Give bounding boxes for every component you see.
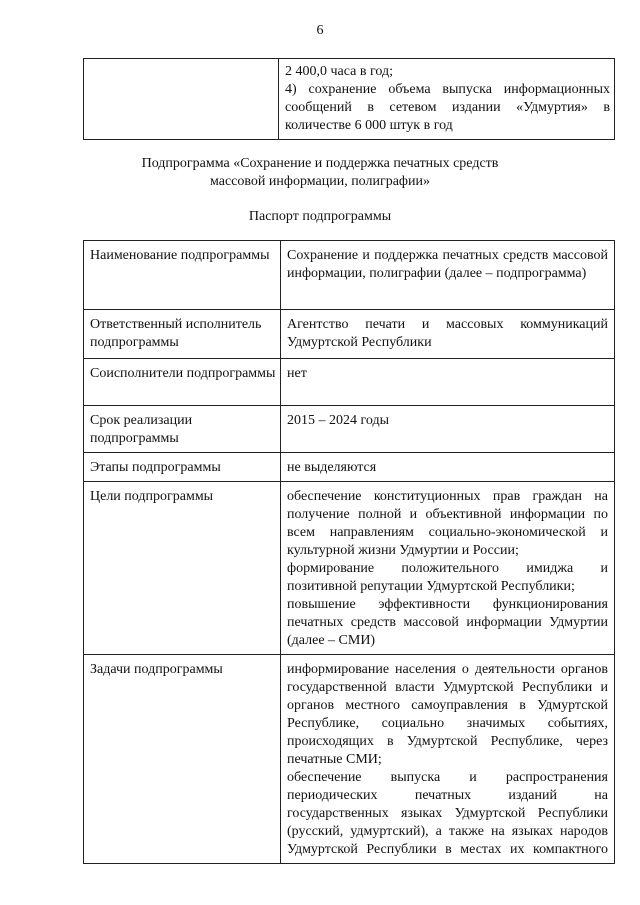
table-row <box>84 482 615 655</box>
table-row <box>84 359 615 406</box>
row-value <box>281 406 615 453</box>
value-paragraph: обеспечение выпуска и распространения периодических печатных изданий на государственных языках Удмуртской Республики (русский, удмуртский), а также на языках народов Удмуртской Республики в местах их компактного <box>287 770 608 857</box>
value-paragraph: повышение эффективности функционирования печатных средств массовой информации Удмуртии (далее – СМИ) <box>287 597 608 648</box>
continuation-cell <box>279 59 615 140</box>
row-label: Наименование подпрограммы <box>84 241 281 310</box>
table-row <box>84 453 615 482</box>
value-paragraph: 2015 – 2024 годы <box>287 413 390 428</box>
passport-table <box>83 240 615 864</box>
table-row <box>84 406 615 453</box>
value-paragraph: Сохранение и поддержка печатных средств массовой информации, полиграфии (далее – подпрограмма) <box>287 248 608 281</box>
row-value <box>281 310 615 359</box>
subprogram-title-line1: Подпрограмма «Сохранение и поддержка печатных средств <box>141 156 499 171</box>
row-label: Этапы подпрограммы <box>84 453 281 482</box>
subprogram-title-line2: массовой информации, полиграфии» <box>209 174 430 189</box>
table-row <box>84 241 615 310</box>
table-row <box>84 655 615 864</box>
continuation-empty-cell <box>84 59 279 140</box>
table-row <box>84 59 615 140</box>
value-paragraph: нет <box>287 366 307 381</box>
value-paragraph: не выделяются <box>287 460 377 475</box>
row-value <box>281 241 615 310</box>
row-label: Задачи подпрограммы <box>84 655 281 864</box>
row-value <box>281 359 615 406</box>
row-value <box>281 482 615 655</box>
table-row <box>84 310 615 359</box>
value-paragraph: информирование населения о деятельности органов государственной власти Удмуртской Республики и органов местного самоуправления в Удмуртской Республике, социально значимых событиях, происходящих в Удмуртской Республике, через печатные СМИ; <box>287 662 608 767</box>
continuation-line: 4) сохранение объема выпуска информационных сообщений в сетевом издании «Удмуртия» в количестве 6 000 штук в год <box>285 82 610 133</box>
value-paragraph: формирование положительного имиджа и позитивной репутации Удмуртской Республики; <box>287 561 608 594</box>
row-label: Ответственный исполнитель подпрограммы <box>84 310 281 359</box>
row-label: Срок реализации подпрограммы <box>84 406 281 453</box>
continuation-table <box>83 58 615 140</box>
value-paragraph: Агентство печати и массовых коммуникаций Удмуртской Республики <box>287 317 608 350</box>
row-value <box>281 655 615 864</box>
row-label: Цели подпрограммы <box>84 482 281 655</box>
row-value <box>281 453 615 482</box>
passport-title: Паспорт подпрограммы <box>248 209 392 224</box>
row-label: Соисполнители подпрограммы <box>84 359 281 406</box>
value-paragraph: обеспечение конституционных прав граждан на получение полной и объективной информации по всем направлениям социально-экономической и культурной жизни Удмуртии и России; <box>287 489 608 558</box>
continuation-line: 2 400,0 часа в год; <box>285 64 393 79</box>
page-number: 6 <box>316 23 324 38</box>
